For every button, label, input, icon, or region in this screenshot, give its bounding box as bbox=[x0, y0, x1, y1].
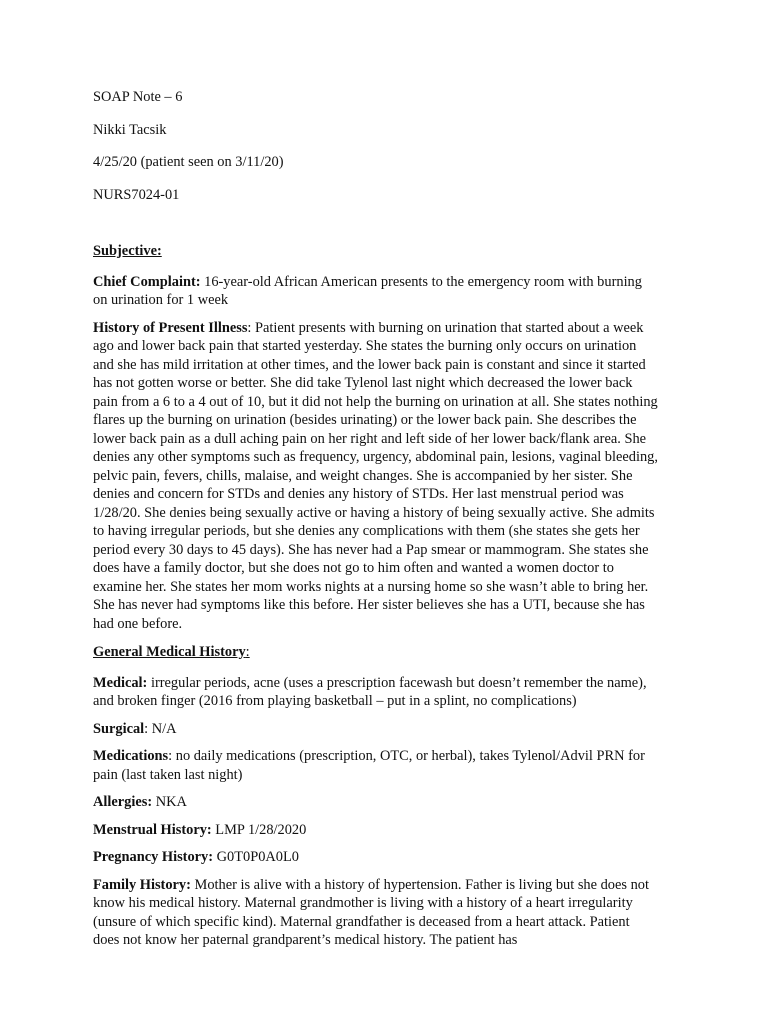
course-code: NURS7024-01 bbox=[93, 186, 180, 203]
hpi-label: History of Present Illness bbox=[93, 319, 248, 336]
allergies-paragraph bbox=[93, 793, 658, 812]
hpi-paragraph bbox=[93, 319, 658, 634]
allergies-text: NKA bbox=[152, 794, 187, 810]
note-date: 4/25/20 (patient seen on 3/11/20) bbox=[93, 154, 284, 170]
allergies-label: Allergies: bbox=[93, 794, 153, 810]
medications-paragraph bbox=[93, 747, 658, 784]
hpi-text: : Patient presents with burning on urination that started about a week ago and lower back pain that started yesterday. She states the burning only occurs on urination and she has mild irritation at other times, and the lower back pain is constant and since it started has not gotten worse or better. She did take Tylenol last night which decreased the lower back pain from a 6 to a 4 out of 10, but it did not help the burning on urination at all. She states nothing flares up the burning on urination (besides urinating) or the lower back pain. She describes the lower back pain as a dull aching pain on her right and left side of her lower back/flank area. She denies any other symptoms such as frequency, urgency, abdominal pain, lesions, vaginal bleeding, pelvic pain, fevers, chills, malaise, and weight changes. She is accompanied by her sister. She denies and concern for STDs and denies any history of STDs. Her last menstrual period was 1/28/20. She denies being sexually active or having a history of being sexually active. She admits to having irregular periods, but she denies any complications with them (she states she gets her period every 30 days to 45 days). She has never had a Pap smear or mammogram. She states she does have a family doctor, but she does not go to him often and wanted a women doctor to examine her. She states her mom works nights at a nursing home so she wasn’t able to bring her. She has never had symptoms like this before. Her sister believes she has a UTI, because she has had one before. bbox=[93, 319, 658, 632]
medical-text: irregular periods, acne (uses a prescription facewash but doesn’t remember the name), and broken finger (2016 from playing basketball – put in a splint, no complications) bbox=[93, 674, 647, 709]
chief-complaint-label: Chief Complaint: bbox=[93, 273, 201, 290]
note-title: SOAP Note – 6 bbox=[93, 89, 183, 105]
medical-label: Medical: bbox=[93, 674, 148, 691]
chief-complaint-text: 16-year-old African American presents to the emergency room with burning on urination for 1 week bbox=[93, 273, 642, 308]
family-history-text: Mother is alive with a history of hypertension. Father is living but she does not know his medical history. Maternal grandmother is living with a history of a heart irregularity (unsure of which specific kind). Maternal grandfather is deceased from a heart attack. Patient does not know her paternal grandparent’s medical history. The patient has bbox=[93, 876, 649, 948]
subjective-heading: Subjective: bbox=[93, 243, 162, 259]
pregnancy-history-text: G0T0P0A0L0 bbox=[213, 849, 299, 865]
pregnancy-history-label: Pregnancy History: bbox=[93, 849, 214, 865]
menstrual-history-text: LMP 1/28/2020 bbox=[211, 821, 307, 838]
general-medical-history-title: General Medical History bbox=[93, 644, 246, 660]
family-history-label: Family History: bbox=[93, 876, 191, 893]
menstrual-history-label: Menstrual History: bbox=[93, 821, 212, 838]
chief-complaint-paragraph bbox=[93, 273, 658, 310]
author-name: Nikki Tacsik bbox=[93, 121, 167, 138]
general-medical-history-colon: : bbox=[245, 644, 250, 660]
surgical-text: : N/A bbox=[144, 720, 177, 737]
medical-paragraph bbox=[93, 674, 658, 711]
pregnancy-history-paragraph bbox=[93, 848, 658, 867]
surgical-paragraph bbox=[93, 720, 658, 739]
medications-text: : no daily medications (prescription, OTC, or herbal), takes Tylenol/Advil PRN for pain (last taken last night) bbox=[93, 748, 645, 783]
medications-label: Medications bbox=[93, 748, 169, 764]
family-history-paragraph bbox=[93, 876, 658, 950]
general-medical-history-heading bbox=[93, 643, 658, 662]
surgical-label: Surgical bbox=[93, 720, 145, 737]
menstrual-history-paragraph bbox=[93, 821, 658, 840]
